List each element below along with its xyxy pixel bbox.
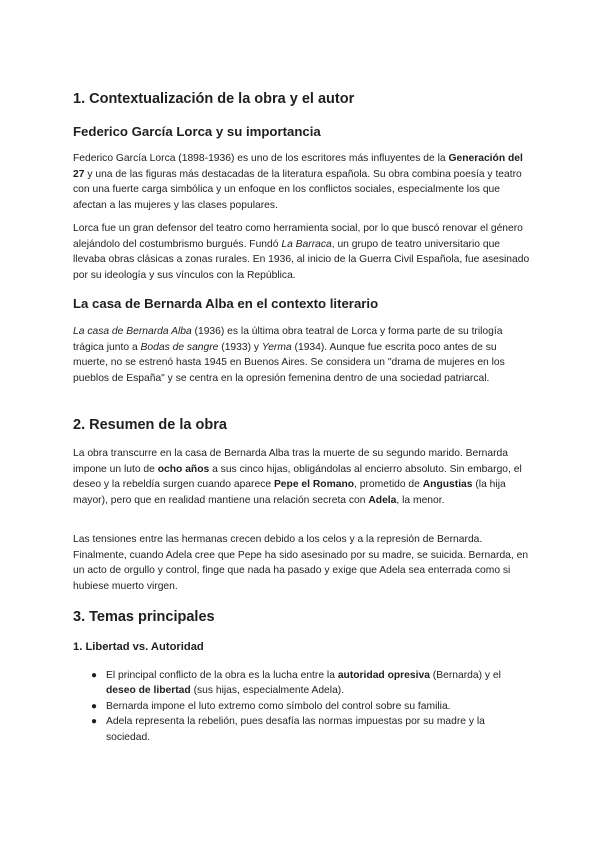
bullet-text-2 bbox=[106, 701, 451, 712]
bullet-icon: ● bbox=[91, 670, 98, 681]
summary-paragraph-2 bbox=[73, 532, 533, 594]
text-run: La obra transcurre en la casa de Bernarda Alba tras la muerte de su segundo marido. Bernarda impone un luto de bbox=[73, 448, 509, 475]
text-run: Las tensiones entre las hermanas crecen debido a los celos y a la represión de Bernarda. Finalmente, cuando Adela cree que Pepe ha sido asesinado por su madre, se suicida. Bernarda, en un acto de orgullo y control, finge que nada ha pasado y exige que Adela sea enterrada como si hubiese muerto virgen. bbox=[73, 534, 529, 592]
bold-run: Pepe el Romano bbox=[273, 479, 355, 491]
lorca-paragraph-2 bbox=[73, 221, 533, 283]
text-run: Adela representa la rebelión, pues desafía las normas impuestas por su madre y la sociedad. bbox=[106, 716, 485, 743]
text-run: , un grupo de teatro universitario que llevaba obras clásicas a zonas rurales. En 1936, al inicio de la Guerra Civil Española, fue asesinado por su ideología y sus vínculos con la República. bbox=[73, 238, 530, 281]
bullet-text-3 bbox=[106, 716, 485, 742]
text-run: y una de las figuras más destacadas de la literatura española. Su obra combina poesía y teatro con una fuerte carga simbólica y un enfoque en los conflictos sociales, especialmente los que afectan a las mujeres y las clases populares. bbox=[73, 168, 522, 211]
section2-heading: 2. Resumen de la obra bbox=[73, 417, 227, 433]
section1-heading: 1. Contextualización de la obra y el autor bbox=[73, 91, 355, 107]
bold-run: Angustias bbox=[422, 479, 473, 491]
section1-sub2-heading: La casa de Bernarda Alba en el contexto literario bbox=[73, 296, 379, 311]
section3-heading: 3. Temas principales bbox=[73, 609, 215, 625]
bullet-icon: ● bbox=[91, 716, 98, 728]
text-run: a sus cinco hijas, obligándolas al encierro absoluto. Sin embargo, el deseo y la rebeldía surgen cuando aparece bbox=[73, 463, 522, 491]
bold-run: deseo de libertad bbox=[106, 685, 191, 697]
text-run: Federico García Lorca (1898-1936) es uno de los escritores más influyentes de la bbox=[73, 153, 449, 164]
text-run: , la menor. bbox=[396, 494, 445, 506]
summary-paragraph-1 bbox=[73, 446, 533, 508]
text-run: El principal conflicto de la obra es la lucha entre la bbox=[106, 670, 338, 681]
lorca-paragraph-1 bbox=[73, 151, 533, 213]
themes-bullet-list bbox=[91, 668, 531, 745]
bullet-item-2 bbox=[91, 699, 531, 714]
bullet-text-1 bbox=[106, 670, 501, 696]
bullet-icon: ● bbox=[91, 700, 98, 712]
text-run: (Bernarda) y el bbox=[429, 670, 501, 681]
italic-run: Bodas de sangre bbox=[140, 341, 219, 353]
text-run: (1933) y bbox=[218, 341, 262, 353]
context-paragraph bbox=[73, 324, 533, 386]
bold-run: autoridad opresiva bbox=[337, 670, 430, 681]
bold-run: ocho años bbox=[157, 463, 210, 475]
section1-sub1-heading: Federico García Lorca y su importancia bbox=[73, 124, 321, 139]
bold-run: Generación del 27 bbox=[73, 153, 523, 180]
text-run: Lorca fue un gran defensor del teatro como herramienta social, por lo que buscó renovar el género alejándolo del costumbrismo burgués. Fundó bbox=[73, 223, 523, 250]
bullet-item-1 bbox=[91, 668, 531, 699]
section3-sub1-heading: 1. Libertad vs. Autoridad bbox=[73, 641, 204, 653]
italic-run: La Barraca bbox=[281, 238, 332, 250]
bullet-item-3 bbox=[91, 714, 531, 745]
italic-run: La casa de Bernarda Alba bbox=[73, 326, 192, 337]
text-run: (1934). Aunque fue escrita poco antes de su muerte, no se estrenó hasta 1945 en Buenos Aires. Se considera un "drama de mujeres en los pueblos de España" y se centra en la opresión femenina dentro de una sociedad patriarcal. bbox=[73, 341, 505, 384]
text-run: (la hija mayor), pero que en realidad mantiene una relación secreta con bbox=[73, 479, 506, 506]
italic-run: Yerma bbox=[261, 341, 292, 353]
text-run: (sus hijas, especialmente Adela). bbox=[190, 685, 345, 697]
bold-run: Adela bbox=[368, 494, 397, 506]
text-run: (1936) es la última obra teatral de Lorca y forma parte de su trilogía trágica junto a bbox=[73, 326, 503, 353]
text-run: Bernarda impone el luto extremo como símbolo del control sobre su familia. bbox=[106, 700, 451, 712]
text-run: , prometido de bbox=[354, 479, 423, 491]
